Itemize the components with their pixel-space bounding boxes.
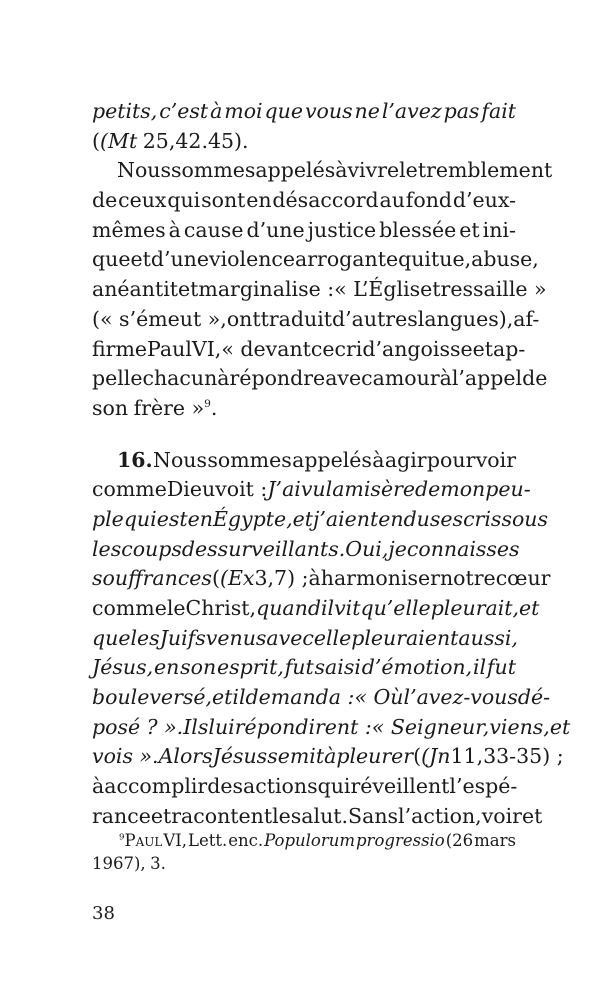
word: entendu <box>344 506 430 531</box>
word: saisi <box>314 655 361 680</box>
word: Ils <box>183 714 209 739</box>
word: peu- <box>485 477 531 502</box>
footnote-author <box>119 829 162 852</box>
word: et <box>212 685 233 710</box>
word: réveillent <box>350 774 450 799</box>
word: l’avez <box>381 99 442 123</box>
book-abbrev: (Ex <box>219 566 255 591</box>
word: tue, <box>431 247 472 272</box>
word: les <box>92 536 122 561</box>
word: 3. <box>150 854 166 873</box>
word: fut <box>284 655 314 680</box>
word: répondre <box>229 366 326 391</box>
word: d’angoisse <box>362 336 473 361</box>
citation: ((Mt <box>92 128 138 153</box>
word: violence <box>209 247 296 272</box>
word: que <box>92 247 131 272</box>
word: justice <box>307 217 377 242</box>
word: il <box>232 685 246 710</box>
word: Christ, <box>185 596 257 620</box>
word: sommes <box>171 158 256 183</box>
word: 11,33-35) ; <box>450 744 564 769</box>
word: cause <box>183 217 244 242</box>
word: se <box>267 744 290 769</box>
word: « L’Église <box>334 277 433 302</box>
word: il <box>472 655 487 680</box>
word: 3,7) ; <box>254 566 309 591</box>
word: moi <box>224 99 263 123</box>
word: et <box>521 803 543 828</box>
word: que <box>92 625 131 650</box>
word: elle <box>313 625 352 650</box>
word: d’une <box>150 247 210 272</box>
word: l’avez-vous <box>403 685 518 710</box>
text-line <box>92 713 571 743</box>
word: blessée <box>379 217 457 242</box>
word: avec <box>325 366 373 391</box>
text-line <box>92 156 553 186</box>
author-name: Paul <box>124 831 163 850</box>
word: quand <box>256 596 321 620</box>
citation: ((Ex <box>211 566 255 591</box>
word: d’émotion, <box>361 655 473 680</box>
word: de <box>415 477 441 502</box>
word: Paul <box>147 336 192 361</box>
word: Sans <box>348 803 399 828</box>
word: demanda : <box>245 685 355 710</box>
word: 25,42.45). <box>142 128 249 153</box>
word: lui <box>208 714 235 739</box>
paragraph-gap <box>92 424 516 446</box>
text-line <box>92 594 540 624</box>
word: et <box>519 596 540 620</box>
text-line <box>92 364 548 394</box>
word: cris <box>463 506 502 531</box>
word: (26 <box>445 831 474 850</box>
word: ses <box>429 506 464 531</box>
word: sont <box>201 188 246 213</box>
word: répondirent : <box>234 714 372 739</box>
word: vu <box>300 477 326 502</box>
word: ple <box>92 506 124 531</box>
word: VI, <box>163 831 187 850</box>
word: qui <box>317 774 351 799</box>
word: ont <box>226 306 261 331</box>
word: actions <box>243 774 318 799</box>
footnote-line <box>92 852 516 875</box>
word: tremblement <box>417 158 553 183</box>
word: Alors <box>158 744 213 769</box>
word: « Où <box>354 685 404 710</box>
word: Populorum <box>264 831 356 850</box>
book-abbrev: (Jn <box>421 744 451 769</box>
word: dé- <box>517 685 551 710</box>
word: avec <box>266 625 314 650</box>
word: J’ai <box>267 477 301 502</box>
word: et <box>150 803 172 828</box>
word: Oui, <box>345 536 389 561</box>
word: à <box>92 774 105 799</box>
paragraph-number: 16. <box>117 447 153 472</box>
word: qu’elle <box>360 596 431 620</box>
word: langues), <box>417 306 514 331</box>
word: souffrances <box>92 566 212 591</box>
word: marginalise : <box>198 277 335 302</box>
word: amour <box>372 366 440 391</box>
word: et <box>130 247 151 272</box>
word: appelés <box>255 158 336 183</box>
word: Égypte, <box>212 506 293 531</box>
word: au <box>379 188 405 213</box>
word: cri <box>334 336 363 361</box>
word: en <box>246 188 272 213</box>
word: d’autres <box>332 306 418 331</box>
word: à <box>324 744 337 769</box>
word: et <box>459 217 480 242</box>
word: venus <box>205 625 267 650</box>
word: pour <box>426 447 476 472</box>
word: mon <box>440 477 486 502</box>
word: voir <box>475 447 516 472</box>
word: qui <box>167 188 201 213</box>
word: que <box>264 99 304 123</box>
word: frère » <box>133 395 205 420</box>
word: firme <box>92 336 148 361</box>
footnote <box>92 829 516 875</box>
word: à <box>308 566 321 591</box>
text-line <box>92 683 551 713</box>
word: désaccord <box>272 188 379 213</box>
text-line <box>92 564 551 594</box>
word: à <box>372 447 385 472</box>
word: fut <box>486 655 516 680</box>
word: Jésus, <box>92 655 154 680</box>
word: le <box>166 596 186 620</box>
word: rance <box>92 803 151 828</box>
word: de <box>92 188 118 213</box>
text-line <box>92 505 549 535</box>
text-line <box>92 245 539 275</box>
word: comme <box>92 477 167 502</box>
text-line <box>92 216 516 246</box>
word: cœur <box>495 566 551 591</box>
word: j’ai <box>313 506 345 531</box>
word: ce <box>310 336 335 361</box>
word: d’eux- <box>452 188 516 213</box>
word: qui <box>398 247 431 272</box>
word: son <box>180 655 217 680</box>
word: le <box>272 803 291 828</box>
word: esprit, <box>216 655 284 680</box>
text-line <box>92 305 540 335</box>
word: Nous <box>117 158 172 183</box>
word: à <box>210 99 223 123</box>
word: à <box>217 366 230 391</box>
word: af- <box>513 306 540 331</box>
footnote-marker: 9 <box>119 832 125 843</box>
word: abuse, <box>471 247 539 272</box>
word: ses <box>486 536 520 561</box>
citation: ((Jn <box>413 744 451 769</box>
footnote-line <box>92 829 516 852</box>
word: racontent <box>171 803 273 828</box>
word: ini- <box>482 217 516 242</box>
text-line <box>92 624 516 654</box>
word: petits, <box>92 99 158 123</box>
word: salut. <box>290 803 349 828</box>
word: Lett. <box>187 831 228 850</box>
word: Jésus <box>212 744 268 769</box>
word: (« s’émeut », <box>92 306 227 331</box>
word: ne <box>354 99 380 123</box>
word: l’appel <box>451 366 523 391</box>
word: pleurer <box>336 744 414 769</box>
word: c’est <box>159 99 209 123</box>
word: des <box>181 536 218 561</box>
word: sous <box>501 506 549 531</box>
word: appelés <box>292 447 372 472</box>
text-line <box>92 653 516 683</box>
word: la <box>325 477 345 502</box>
word: qui <box>123 506 157 531</box>
word: ceux <box>118 188 167 213</box>
word: à <box>168 217 181 242</box>
word: aussi, <box>458 625 518 650</box>
word: viens, <box>489 714 550 739</box>
word: vivre <box>347 158 400 183</box>
footnote-ref-group <box>134 394 218 424</box>
word: voit : <box>215 477 268 502</box>
word: coups <box>121 536 182 561</box>
word: traduit <box>260 306 332 331</box>
word: sommes <box>207 447 292 472</box>
word: mit <box>289 744 325 769</box>
word: l’action, <box>398 803 482 828</box>
text-line <box>92 772 516 802</box>
word: « devant <box>221 336 311 361</box>
word: est <box>156 506 188 531</box>
word: pleurait, <box>430 596 520 620</box>
word: vit <box>334 596 361 620</box>
word: en <box>153 655 180 680</box>
text-line <box>92 475 531 505</box>
word: vous <box>304 99 353 123</box>
text-line <box>92 535 520 565</box>
word: mars <box>474 831 516 850</box>
word: accomplir <box>104 774 208 799</box>
word: et <box>292 506 313 531</box>
word: comme <box>92 596 167 620</box>
word: vois ». <box>92 744 159 769</box>
footnote-ref: 9 <box>204 396 211 410</box>
body-text <box>92 97 571 832</box>
word: fait <box>481 99 516 123</box>
word: voir <box>481 803 522 828</box>
punctuation: . <box>210 395 218 420</box>
text-line <box>92 275 547 305</box>
word: les <box>130 625 160 650</box>
word: Nous <box>153 447 208 472</box>
word: des <box>207 774 244 799</box>
word: anéantit <box>92 277 179 302</box>
word: connais <box>406 536 487 561</box>
word: pleuraient <box>351 625 459 650</box>
word: Juifs <box>159 625 206 650</box>
word: l’espé- <box>449 774 518 799</box>
word: et <box>178 277 199 302</box>
word: mêmes <box>92 217 166 242</box>
word: son <box>92 395 129 420</box>
word: ap- <box>493 336 526 361</box>
word: notre <box>439 566 496 591</box>
word: agir <box>384 447 427 472</box>
text-line <box>92 446 516 476</box>
word: de <box>522 366 548 391</box>
text-line <box>92 97 516 127</box>
text-line <box>92 742 564 772</box>
book-abbrev: (Mt <box>100 128 138 153</box>
word: harmoniser <box>320 566 440 591</box>
word: « Seigneur, <box>371 714 490 739</box>
word: surveillants. <box>217 536 346 561</box>
word: enc. <box>228 831 264 850</box>
word: progressio <box>356 831 445 850</box>
word: VI, <box>191 336 222 361</box>
text-line <box>92 335 526 365</box>
word: pelle <box>92 366 143 391</box>
text-line <box>92 802 543 832</box>
word: bouleversé, <box>92 685 213 710</box>
word: misère <box>344 477 416 502</box>
word: à <box>335 158 348 183</box>
word: chacun <box>142 366 218 391</box>
word: en <box>187 506 213 531</box>
word: fond <box>405 188 453 213</box>
text-line <box>92 186 516 216</box>
word: 1967), <box>92 854 146 873</box>
word: le <box>399 158 418 183</box>
word: à <box>439 366 452 391</box>
word: pas <box>443 99 480 123</box>
word: il <box>320 596 335 620</box>
word: tressaille » <box>432 277 547 302</box>
word: Dieu <box>166 477 216 502</box>
word: posé ? ». <box>92 714 184 739</box>
word: d’une <box>246 217 305 242</box>
page-number: 38 <box>92 903 115 924</box>
text-line <box>92 394 516 424</box>
word: et <box>472 336 493 361</box>
word: et <box>549 714 571 739</box>
word: je <box>388 536 407 561</box>
word: arrogante <box>295 247 399 272</box>
text-line <box>92 127 516 157</box>
